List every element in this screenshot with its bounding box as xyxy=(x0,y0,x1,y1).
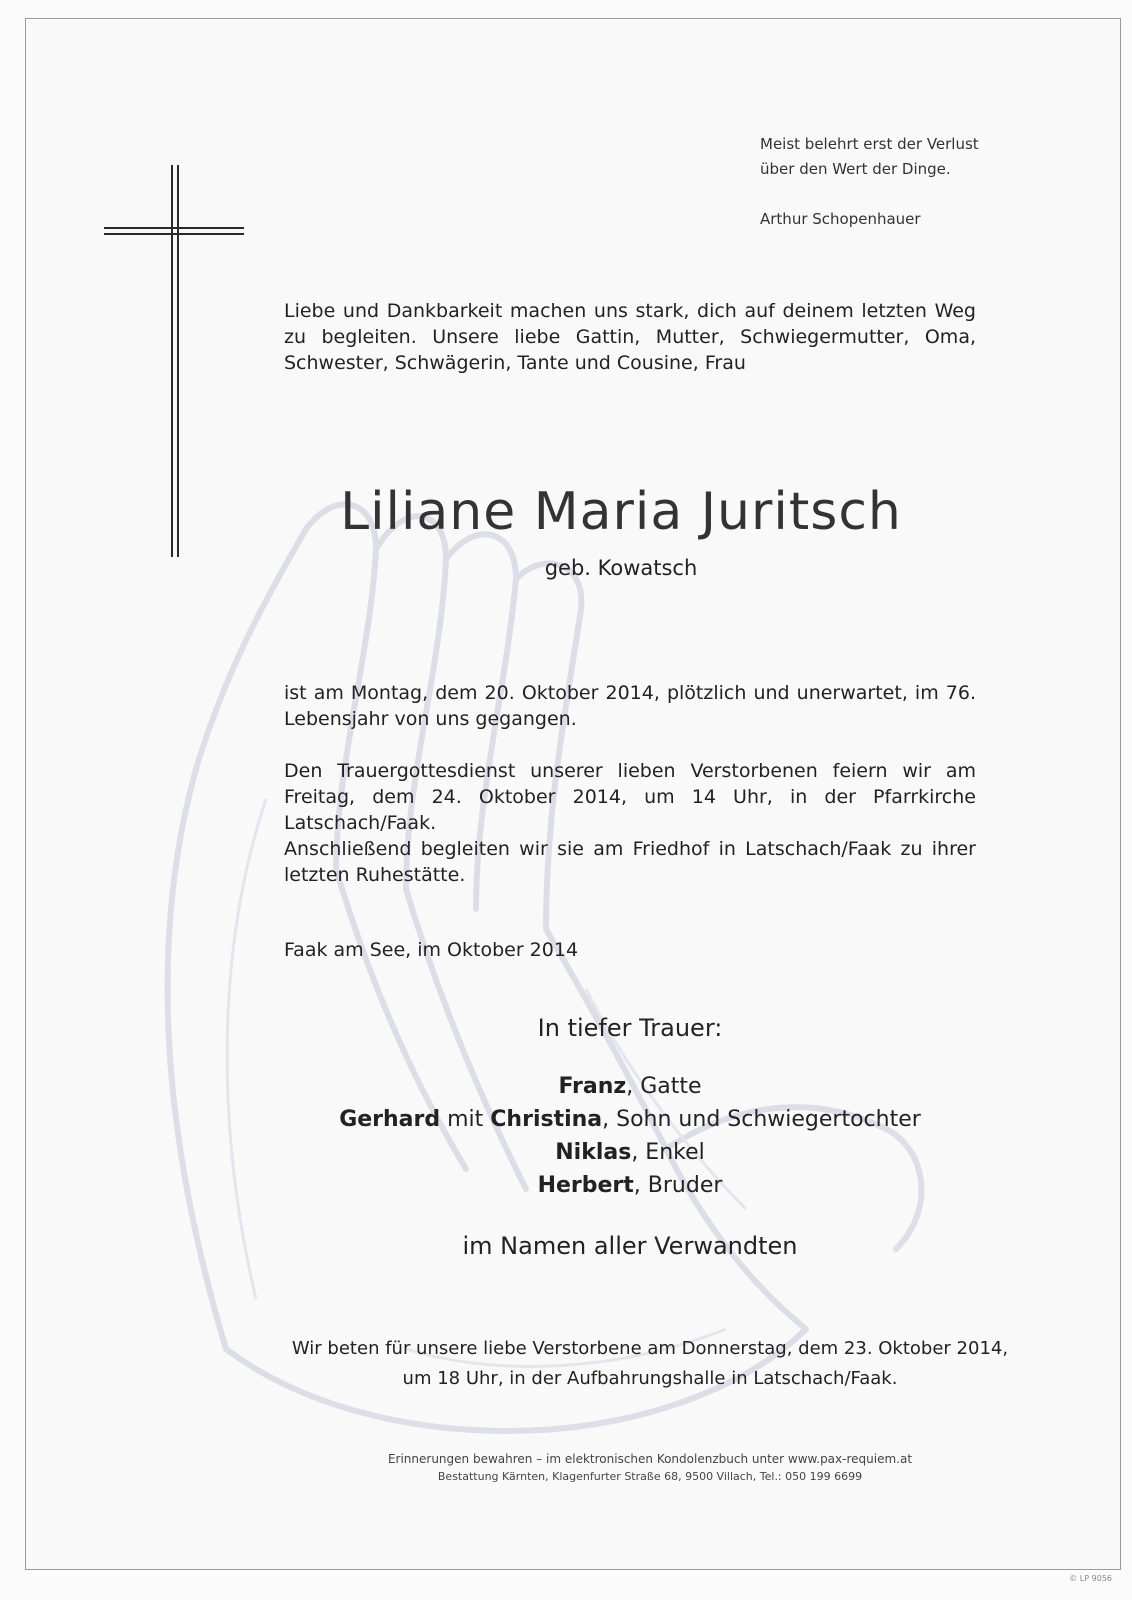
prayer-line-1: Wir beten für unsere liebe Verstorbene am Donnerstag, dem 23. Oktober 2014, xyxy=(291,1338,1009,1359)
mourner-name-2: Christina xyxy=(490,1107,603,1132)
intro-paragraph: Liebe und Dankbarkeit machen uns stark, dich auf deinem letzten Weg zu begleiten. Unsere liebe Gattin, Mutter, Schwiegermutter, Oma, Schwester, Schwägerin, Tante und Cousine, Frau xyxy=(284,300,976,374)
quote-line-1: Meist belehrt erst der Verlust xyxy=(760,135,979,153)
prayer-notice xyxy=(200,1334,1100,1394)
mourner-relation: , Gatte xyxy=(626,1074,702,1099)
mourner-row xyxy=(284,1169,976,1202)
deceased-name: Liliane Maria Juritsch xyxy=(340,482,902,542)
mourner-relation: , Sohn und Schwiegertochter xyxy=(602,1107,921,1132)
mourner-row xyxy=(284,1136,976,1169)
death-notice: ist am Montag, dem 20. Oktober 2014, plötzlich und unerwartet, im 76. Lebensjahr von uns gegangen. xyxy=(284,682,976,730)
quote xyxy=(760,132,979,182)
mourner-name: Niklas xyxy=(555,1140,632,1165)
birth-name: geb. Kowatsch xyxy=(544,556,698,580)
mourning-heading: In tiefer Trauer: xyxy=(537,1014,723,1042)
burial-notice: Anschließend begleiten wir sie am Friedhof in Latschach/Faak zu ihrer letzten Ruhestätte. xyxy=(284,838,976,886)
prayer-line-2: um 18 Uhr, in der Aufbahrungshalle in Latschach/Faak. xyxy=(402,1368,898,1389)
quote-line-2: über den Wert der Dinge. xyxy=(760,160,951,178)
behalf-line: im Namen aller Verwandten xyxy=(462,1232,798,1260)
mourner-connector: mit xyxy=(440,1107,491,1132)
print-code: © LP 9056 xyxy=(1069,1574,1112,1583)
service-notice: Den Trauergottesdienst unserer lieben Verstorbenen feiern wir am Freitag, dem 24. Oktober 2014, um 14 Uhr, in der Pfarrkirche Latschach/Faak. xyxy=(284,760,976,834)
mourners-list xyxy=(284,1070,976,1202)
mourner-row xyxy=(284,1103,976,1136)
mourner-relation: , Bruder xyxy=(633,1173,723,1198)
quote-author: Arthur Schopenhauer xyxy=(760,210,921,228)
mourner-name: Herbert xyxy=(537,1173,634,1198)
mourner-name: Franz xyxy=(558,1074,627,1099)
footer-line-1: Erinnerungen bewahren – im elektronischen Kondolenzbuch unter www.pax-requiem.at xyxy=(387,1452,913,1466)
mourner-name: Gerhard xyxy=(339,1107,441,1132)
place-date: Faak am See, im Oktober 2014 xyxy=(284,939,579,961)
footer-line-2: Bestattung Kärnten, Klagenfurter Straße 68, 9500 Villach, Tel.: 050 199 6699 xyxy=(437,1470,863,1483)
mourner-row xyxy=(284,1070,976,1103)
footer xyxy=(200,1450,1100,1486)
mourner-relation: , Enkel xyxy=(631,1140,705,1165)
